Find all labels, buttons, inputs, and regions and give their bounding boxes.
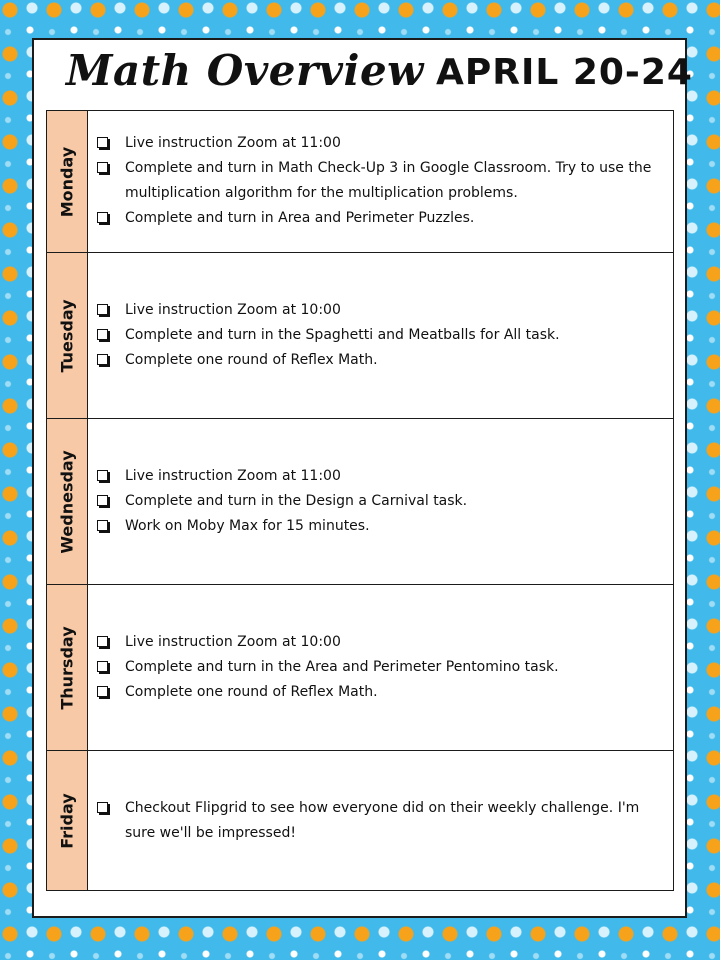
task-item	[97, 514, 663, 539]
day-cell	[47, 419, 88, 584]
task-text: Live instruction Zoom at 10:00	[125, 634, 341, 650]
task-list	[97, 796, 663, 846]
task-item	[97, 680, 663, 705]
task-text: Checkout Flipgrid to see how everyone did on their weekly challenge. I'm sure we'll be impressed!	[125, 800, 640, 841]
task-list	[97, 464, 663, 539]
checkbox-icon[interactable]	[97, 354, 108, 365]
day-label: Friday	[57, 792, 77, 849]
overview-sheet	[32, 38, 693, 918]
checkbox-icon[interactable]	[97, 212, 108, 223]
task-text: Complete and turn in the Spaghetti and Meatballs for All task.	[125, 327, 560, 343]
task-item	[97, 206, 663, 231]
checkbox-icon[interactable]	[97, 329, 108, 340]
day-cell	[47, 751, 88, 890]
weekly-schedule-table	[46, 110, 674, 891]
task-text: Complete one round of Reflex Math.	[125, 684, 378, 700]
checkbox-icon[interactable]	[97, 470, 108, 481]
day-label: Wednesday	[57, 449, 77, 554]
checkbox-icon[interactable]	[97, 802, 108, 813]
task-text: Live instruction Zoom at 11:00	[125, 468, 341, 484]
task-list	[97, 630, 663, 705]
page-title: Math Overview	[66, 46, 424, 95]
task-item	[97, 464, 663, 489]
task-item	[97, 131, 663, 156]
day-label: Thursday	[57, 625, 77, 710]
task-item	[97, 655, 663, 680]
task-item	[97, 489, 663, 514]
task-cell	[87, 751, 673, 890]
task-cell	[87, 111, 673, 252]
day-row-thursday	[47, 584, 673, 750]
task-text: Complete and turn in Area and Perimeter Puzzles.	[125, 210, 475, 226]
task-text: Live instruction Zoom at 10:00	[125, 302, 341, 318]
day-row-wednesday	[47, 418, 673, 584]
task-item	[97, 156, 663, 206]
task-text: Complete and turn in the Area and Perimeter Pentomino task.	[125, 659, 559, 675]
checkbox-icon[interactable]	[97, 636, 108, 647]
task-text: Complete and turn in the Design a Carnival task.	[125, 493, 468, 509]
task-text: Live instruction Zoom at 11:00	[125, 135, 341, 151]
task-cell	[87, 419, 673, 584]
task-item	[97, 298, 663, 323]
task-cell	[87, 253, 673, 418]
day-cell	[47, 111, 88, 252]
checkbox-icon[interactable]	[97, 520, 108, 531]
checkbox-icon[interactable]	[97, 304, 108, 315]
task-cell	[87, 585, 673, 750]
day-label: Monday	[57, 146, 77, 217]
task-item	[97, 323, 663, 348]
day-row-monday	[47, 111, 673, 252]
task-text: Work on Moby Max for 15 minutes.	[125, 518, 370, 534]
task-item	[97, 630, 663, 655]
checkbox-icon[interactable]	[97, 661, 108, 672]
task-text: Complete one round of Reflex Math.	[125, 352, 378, 368]
task-list	[97, 131, 663, 231]
task-item	[97, 348, 663, 373]
header	[34, 40, 693, 110]
checkbox-icon[interactable]	[97, 162, 108, 173]
task-item	[97, 796, 663, 846]
date-range: APRIL 20-24	[436, 52, 693, 93]
checkbox-icon[interactable]	[97, 686, 108, 697]
checkbox-icon[interactable]	[97, 495, 108, 506]
day-cell	[47, 585, 88, 750]
day-row-friday	[47, 750, 673, 890]
task-text: Complete and turn in Math Check-Up 3 in Google Classroom. Try to use the multiplication algorithm for the multiplication problems.	[125, 160, 652, 201]
day-label: Tuesday	[57, 298, 77, 373]
day-cell	[47, 253, 88, 418]
checkbox-icon[interactable]	[97, 137, 108, 148]
task-list	[97, 298, 663, 373]
day-row-tuesday	[47, 252, 673, 418]
